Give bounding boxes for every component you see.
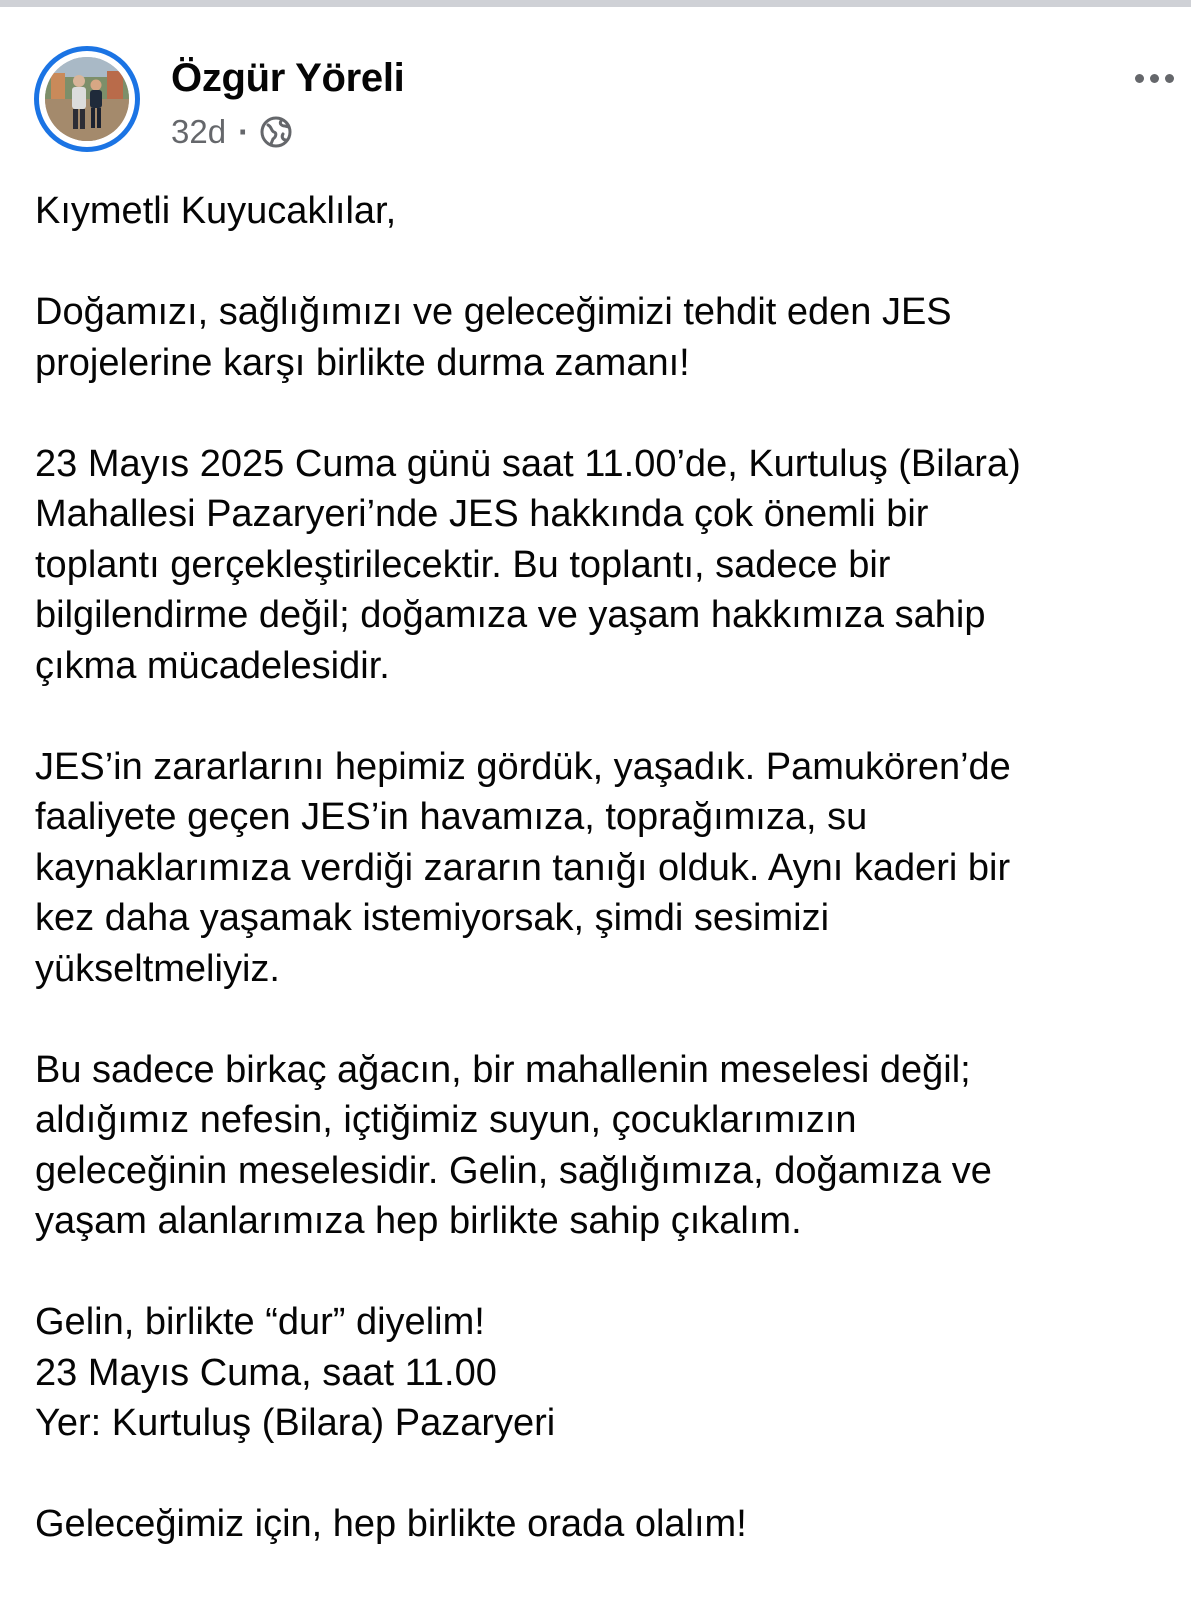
author-name[interactable]: Özgür Yöreli <box>171 56 405 100</box>
more-dot <box>1165 74 1174 83</box>
post-paragraph-details: Gelin, birlikte “dur” diyelim! 23 Mayıs Cuma, saat 11.00 Yer: Kurtuluş (Bilara) Pazaryeri <box>35 1301 556 1444</box>
post-paragraph-greeting: Kıymetli Kuyucaklılar, <box>35 190 397 232</box>
more-dot <box>1150 74 1159 83</box>
meta-separator: · <box>238 113 250 150</box>
paragraph-spacer <box>35 994 1175 1045</box>
post-paragraph-future: Bu sadece birkaç ağacın, bir mahallenin meselesi değil; aldığımız nefesin, içtiğimiz suyun, çocuklarımızın geleceğinin meselesidir. Gelin, sağlığımıza, doğamıza ve yaşam alanlarımıza hep birlikte sahip çıkalım. <box>35 1048 992 1242</box>
paragraph-spacer <box>35 691 1175 742</box>
post-paragraph-call: Doğamızı, sağlığımızı ve geleceğimizi tehdit eden JES projelerine karşı birlikte durma zamanı! <box>35 291 952 384</box>
post-paragraph-closing: Geleceğimiz için, hep birlikte orada olalım! <box>35 1503 747 1545</box>
more-options-icon[interactable] <box>1120 58 1174 98</box>
more-dot <box>1135 74 1144 83</box>
post-meta <box>171 112 293 152</box>
post-paragraph-harm: JES’in zararlarını hepimiz gördük, yaşadık. Pamukören’de faaliyete geçen JES’in havamıza, toprağımıza, su kaynaklarımıza verdiği zararın tanığı olduk. Aynı kaderi bir kez daha yaşamak istemiyorsak, şimdi sesimizi yükseltmeliyiz. <box>35 745 1011 990</box>
profile-avatar-ring[interactable] <box>34 46 140 152</box>
globe-icon[interactable] <box>259 115 293 149</box>
paragraph-spacer <box>35 1449 1175 1500</box>
post-text <box>35 186 1175 1550</box>
paragraph-spacer <box>35 237 1175 288</box>
paragraph-spacer <box>35 388 1175 439</box>
post-header <box>34 46 1174 166</box>
avatar-photo <box>45 57 129 141</box>
top-divider <box>0 0 1191 7</box>
post-paragraph-meeting: 23 Mayıs 2025 Cuma günü saat 11.00’de, Kurtuluş (Bilara) Mahallesi Pazaryeri’nde JES hakkında çok önemli bir toplantı gerçekleştirilecektir. Bu toplantı, sadece bir bilgilendirme değil; doğamıza ve yaşam hakkımıza sahip çıkma mücadelesidir. <box>35 442 1021 687</box>
post-timestamp[interactable]: 32d <box>171 113 227 150</box>
paragraph-spacer <box>35 1247 1175 1298</box>
avatar[interactable] <box>45 57 129 141</box>
